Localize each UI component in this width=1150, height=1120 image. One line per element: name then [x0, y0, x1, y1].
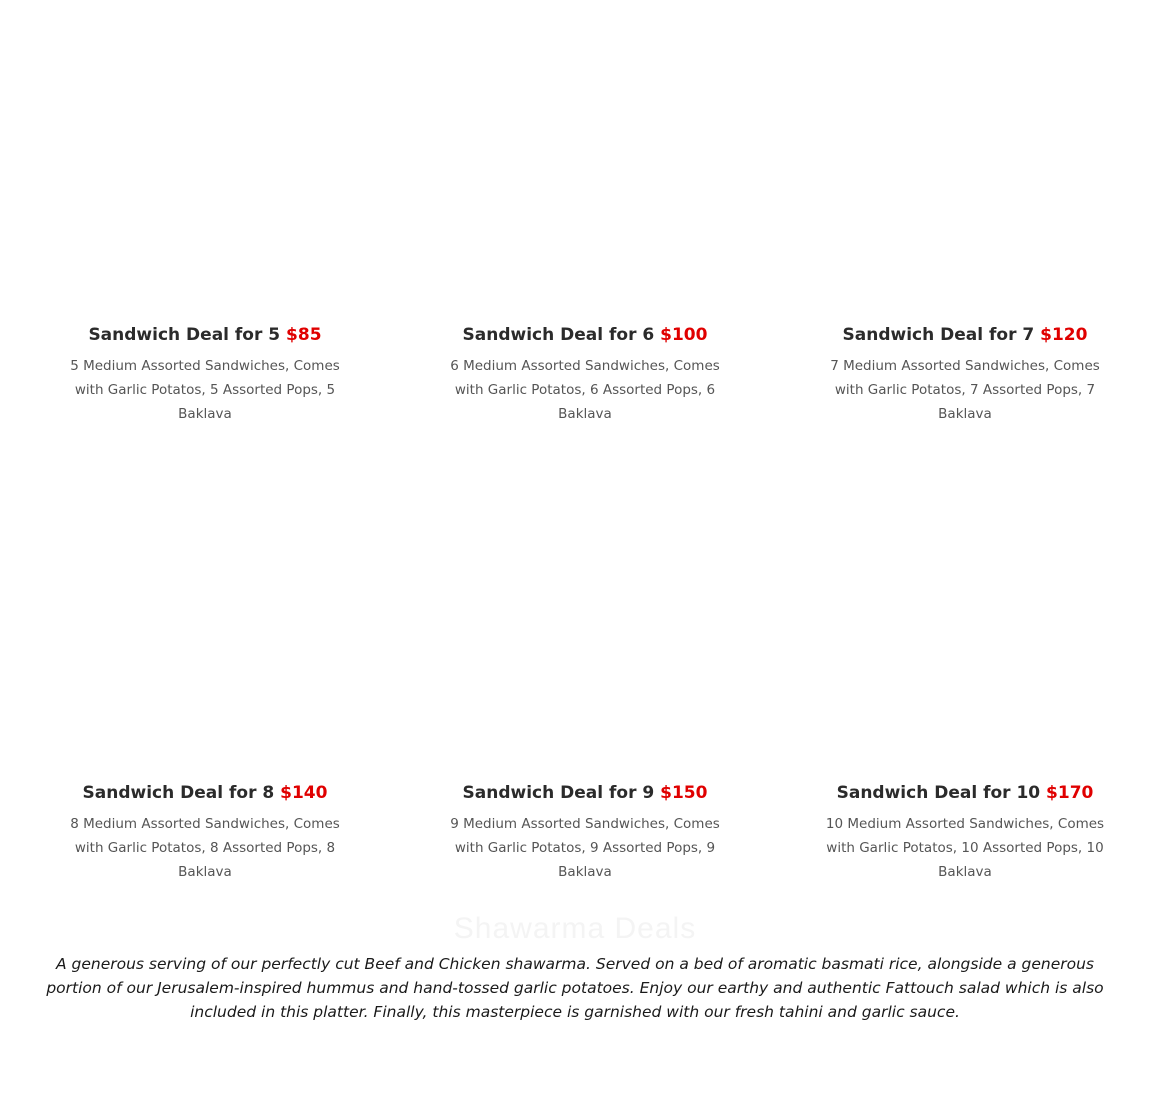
deal-description: 7 Medium Assorted Sandwiches, Comes with Garlic Potatos, 7 Assorted Pops, 7 Baklava: [830, 358, 1100, 422]
section-description: A generous serving of our perfectly cut Beef and Chicken shawarma. Served on a bed of aromatic basmati rice, alongside a generous portion of our Jerusalem-inspired hummus and hand-tossed garlic potatoes. Enjoy our earthy and authentic Fattouch salad which is also included in this platter. Finally, this masterpiece is garnished with our fresh tahini and garlic sauce.: [46, 955, 1104, 1021]
deal-image[interactable]: [410, 478, 760, 768]
deal-title: [15, 322, 395, 348]
deal-price: $140: [280, 783, 328, 803]
deal-card-6[interactable]: [395, 0, 775, 458]
deal-title: [775, 322, 1150, 348]
deal-card-7[interactable]: [775, 0, 1150, 458]
deal-title: [775, 780, 1150, 806]
deal-title: [395, 780, 775, 806]
deal-card-9[interactable]: [395, 458, 775, 916]
deal-card-5[interactable]: [15, 0, 395, 458]
deal-price: $85: [286, 325, 322, 345]
deal-price: $150: [660, 783, 708, 803]
deal-image[interactable]: [410, 20, 760, 310]
deal-price: $120: [1040, 325, 1088, 345]
deal-card-8[interactable]: [15, 458, 395, 916]
deal-title: [395, 322, 775, 348]
deal-description: 10 Medium Assorted Sandwiches, Comes with Garlic Potatos, 10 Assorted Pops, 10 Baklava: [825, 816, 1105, 880]
deal-description: 6 Medium Assorted Sandwiches, Comes with Garlic Potatos, 6 Assorted Pops, 6 Baklava: [450, 358, 720, 422]
deal-title-text: Sandwich Deal for 9: [462, 783, 655, 803]
deal-title-text: Sandwich Deal for 5: [88, 325, 281, 345]
deal-title-text: Sandwich Deal for 6: [462, 325, 655, 345]
deal-description: 8 Medium Assorted Sandwiches, Comes with Garlic Potatos, 8 Assorted Pops, 8 Baklava: [70, 816, 340, 880]
deal-image[interactable]: [30, 20, 380, 310]
deal-price: $170: [1046, 783, 1094, 803]
deal-image[interactable]: [30, 478, 380, 768]
deal-price: $100: [660, 325, 708, 345]
deal-card-10[interactable]: [775, 458, 1150, 916]
deal-description: 5 Medium Assorted Sandwiches, Comes with Garlic Potatos, 5 Assorted Pops, 5 Baklava: [70, 358, 340, 422]
deals-row-1: [15, 0, 1150, 458]
deals-grid: [15, 0, 1150, 916]
deals-row-2: [15, 458, 1150, 916]
deal-image[interactable]: [790, 20, 1140, 310]
section-title: Shawarma Deals: [453, 912, 697, 945]
deal-title-text: Sandwich Deal for 7: [842, 325, 1035, 345]
shawarma-deals-section: [0, 908, 1150, 1024]
deal-image[interactable]: [790, 478, 1140, 768]
deal-description: 9 Medium Assorted Sandwiches, Comes with Garlic Potatos, 9 Assorted Pops, 9 Baklava: [450, 816, 720, 880]
deal-title-text: Sandwich Deal for 10: [836, 783, 1041, 803]
deal-title-text: Sandwich Deal for 8: [82, 783, 275, 803]
deal-title: [15, 780, 395, 806]
